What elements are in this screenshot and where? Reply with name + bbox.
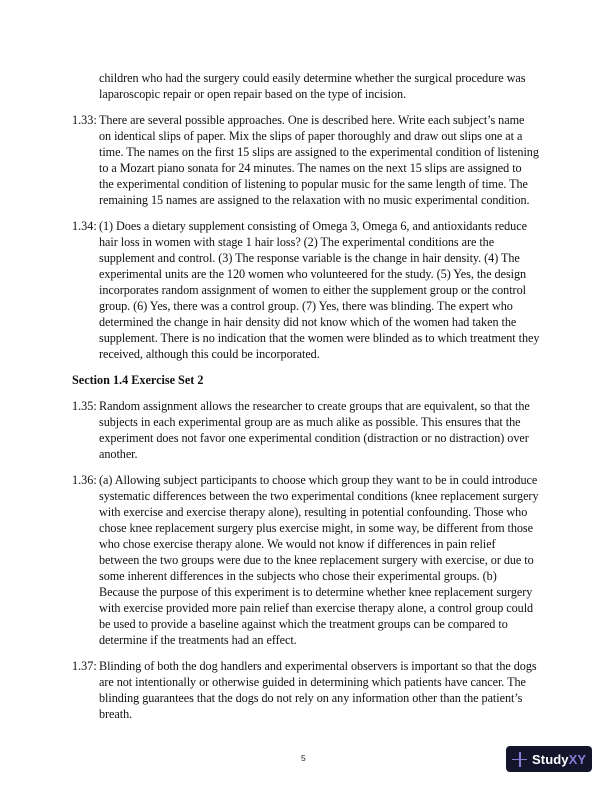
answer-line: experiment does not favor one experimental condition (distraction or no distraction) over bbox=[99, 431, 529, 445]
answer-line: between the two groups were due to the knee replacement surgery with exercise, or due to bbox=[99, 553, 534, 567]
answer-line: Random assignment allows the researcher to create groups that are equivalent, so that the bbox=[99, 399, 530, 413]
answer-label-1-35: 1.35: bbox=[72, 399, 97, 413]
answer-line: be used to provide a baseline against which the treatment groups can be compared to bbox=[99, 617, 508, 631]
answer-line: some inherent differences in the subjects who chose their experimental groups. (b) bbox=[99, 569, 497, 583]
answer-line: received, although this could be incorporated. bbox=[99, 347, 320, 361]
answer-line: determine if the treatments had an effect. bbox=[99, 633, 297, 647]
answer-line: are not intentionally or otherwise guided in determining which patients have cancer. The bbox=[99, 675, 526, 689]
plus-icon bbox=[512, 752, 527, 767]
answer-label-1-37: 1.37: bbox=[72, 659, 97, 673]
intro-line: laparoscopic repair or open repair based on the type of incision. bbox=[99, 87, 407, 101]
answer-line: another. bbox=[99, 447, 138, 461]
answer-line: breath. bbox=[99, 707, 133, 721]
answer-line: experimental units are the 120 women who volunteered for the study. (5) Yes, the design bbox=[99, 267, 527, 281]
answer-line: the experimental condition of listening to popular music for the same length of time. The bbox=[99, 177, 528, 191]
answer-line: There are several possible approaches. One is described here. Write each subject’s name bbox=[99, 113, 525, 127]
brand-accent: XY bbox=[568, 751, 587, 767]
answer-line: (a) Allowing subject participants to choose which group they want to be in could introduce bbox=[99, 473, 538, 487]
section-heading: Section 1.4 Exercise Set 2 bbox=[72, 373, 204, 387]
answer-line: blinding guarantees that the dogs do not rely on any information other than the patient’s bbox=[99, 691, 523, 705]
answer-line: supplement. There is no indication that the women were blinded as to which treatment they bbox=[99, 331, 540, 345]
answer-line: time. The names on the first 15 slips are assigned to the experimental condition of listening bbox=[99, 145, 539, 159]
brand-name bbox=[532, 752, 586, 767]
answer-line: (1) Does a dietary supplement consisting of Omega 3, Omega 6, and antioxidants reduce bbox=[99, 219, 527, 233]
answer-line: remaining 15 names are assigned to the relaxation with no music experimental condition. bbox=[99, 193, 530, 207]
answer-line: incorporates random assignment of women to either the supplement group or the control bbox=[99, 283, 526, 297]
answer-line: to a Mozart piano sonata for 24 minutes. The names on the next 15 slips are assigned to bbox=[99, 161, 522, 175]
answer-line: hair loss in women with stage 1 hair loss? (2) The experimental conditions are the bbox=[99, 235, 495, 249]
page-number: 5 bbox=[301, 753, 306, 763]
answer-line: systematic differences between the two experimental conditions (knee replacement surgery bbox=[99, 489, 539, 503]
answer-line: Blinding of both the dog handlers and experimental observers is important so that the dogs bbox=[99, 659, 537, 673]
answer-line: on identical slips of paper. Mix the slips of paper thoroughly and draw out slips one at a bbox=[99, 129, 523, 143]
answer-label-1-34: 1.34: bbox=[72, 219, 97, 233]
answer-line: chose knee replacement surgery plus exercise might, in some way, be different from those bbox=[99, 521, 533, 535]
answer-line: supplement and control. (3) The response variable is the change in hair density. (4) The bbox=[99, 251, 520, 265]
answer-line: with exercise provided more pain relief than exercise therapy alone, a control group could bbox=[99, 601, 534, 615]
answer-line: with exercise and exercise therapy alone), resulting in potential confounding. Those who bbox=[99, 505, 528, 519]
intro-line: children who had the surgery could easily determine whether the surgical procedure was bbox=[99, 71, 526, 85]
answer-label-1-36: 1.36: bbox=[72, 473, 97, 487]
answer-label-1-33: 1.33: bbox=[72, 113, 97, 127]
answer-line: determined the change in hair density did not know which of the women had taken the bbox=[99, 315, 517, 329]
answer-line: subjects in each experimental group are as much alike as possible. This ensures that the bbox=[99, 415, 521, 429]
brand-main: Study bbox=[532, 751, 569, 767]
answer-line: who chose exercise therapy alone. We would not know if differences in pain relief bbox=[99, 537, 496, 551]
answer-line: group. (6) Yes, there was a control group. (7) Yes, there was blinding. The expert who bbox=[99, 299, 513, 313]
studyxy-watermark-badge[interactable] bbox=[506, 746, 592, 772]
answer-line: Because the purpose of this experiment is to determine whether knee replacement surgery bbox=[99, 585, 533, 599]
